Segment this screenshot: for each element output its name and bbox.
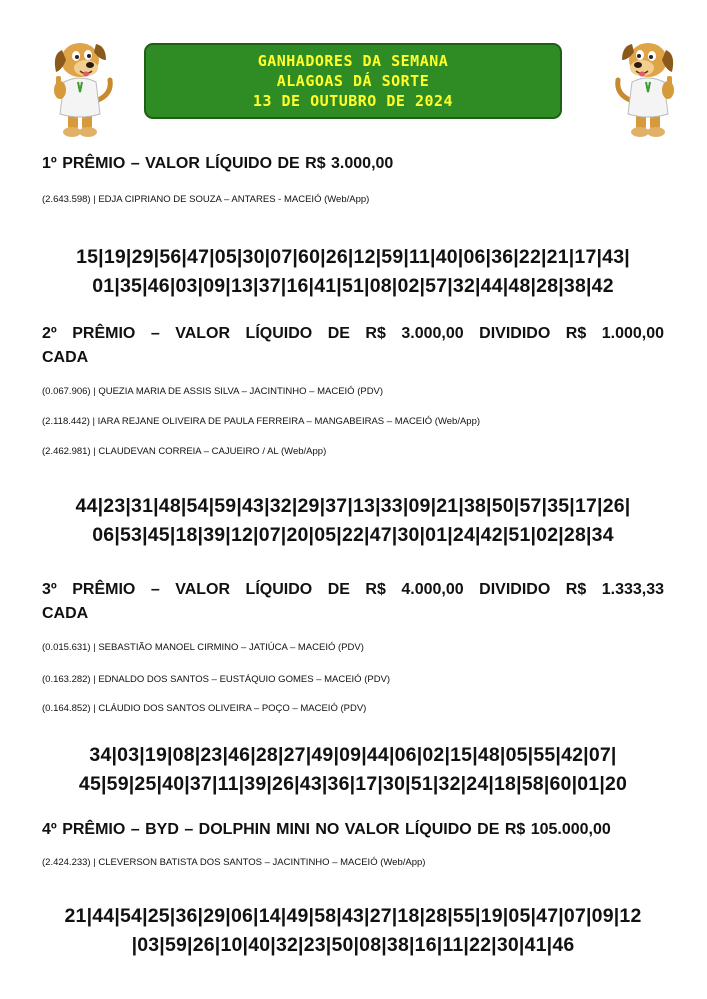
prize-3-numbers	[30, 741, 676, 799]
dog-mascot-icon	[612, 30, 682, 138]
banner-title: GANHADORES DA SEMANA	[257, 52, 449, 70]
prize-4-title: 4º PRÊMIO – BYD – DOLPHIN MINI NO VALOR LÍQUIDO DE R$ 105.000,00	[42, 821, 611, 838]
prize-3-heading	[42, 578, 664, 626]
prize-2-winner: (2.462.981) | CLAUDEVAN CORREIA – CAJUEIRO / AL (Web/App)	[42, 446, 327, 457]
dog-mascot-icon	[46, 30, 116, 138]
prize-2-title: 2º PRÊMIO – VALOR LÍQUIDO DE R$ 3.000,00 DIVIDIDO R$ 1.000,00	[42, 325, 664, 342]
prize-2-winner: (0.067.906) | QUEZIA MARIA DE ASSIS SILVA – JACINTINHO – MACEIÓ (PDV)	[42, 386, 384, 397]
numbers-line: 21|44|54|25|36|29|06|14|49|58|43|27|18|28|55|19|05|47|07|09|12	[64, 905, 642, 927]
banner-date: 13 DE OUTUBRO DE 2024	[252, 92, 454, 110]
prize-4-numbers	[30, 902, 676, 960]
numbers-line: 01|35|46|03|09|13|37|16|41|51|08|02|57|32|44|48|28|38|42	[92, 275, 614, 297]
prize-4-winner: (2.424.233) | CLEVERSON BATISTA DOS SANTOS – JACINTINHO – MACEIÓ (Web/App)	[42, 857, 426, 868]
prize-1-winner: (2.643.598) | EDJA CIPRIANO DE SOUZA – ANTARES - MACEIÓ (Web/App)	[42, 194, 370, 205]
numbers-line: 45|59|25|40|37|11|39|26|43|36|17|30|51|32|24|18|58|60|01|20	[78, 773, 628, 795]
banner-subtitle: ALAGOAS DÁ SORTE	[276, 72, 430, 90]
prize-1-numbers	[30, 243, 676, 301]
prize-2-title-cont: CADA	[42, 349, 89, 366]
numbers-line: 06|53|45|18|39|12|07|20|05|22|47|30|01|24|42|51|02|28|34	[92, 524, 614, 546]
prize-3-winner: (0.163.282) | EDNALDO DOS SANTOS – EUSTÁQUIO GOMES – MACEIÓ (PDV)	[42, 674, 391, 685]
prize-2-winner: (2.118.442) | IARA REJANE OLIVEIRA DE PAULA FERREIRA – MANGABEIRAS – MACEIÓ (Web/App)	[42, 416, 481, 427]
prize-3-title-cont: CADA	[42, 605, 89, 622]
prize-2-heading	[42, 322, 664, 370]
prize-3-title: 3º PRÊMIO – VALOR LÍQUIDO DE R$ 4.000,00 DIVIDIDO R$ 1.333,33	[42, 581, 664, 598]
numbers-line: |03|59|26|10|40|32|23|50|08|38|16|11|22|30|41|46	[131, 934, 575, 956]
prize-3-winner: (0.015.631) | SEBASTIÃO MANOEL CIRMINO – JATIÚCA – MACEIÓ (PDV)	[42, 642, 364, 653]
prize-4-heading	[42, 818, 664, 842]
prize-2-numbers	[30, 492, 676, 550]
prize-1-heading	[42, 152, 664, 176]
numbers-line: 44|23|31|48|54|59|43|32|29|37|13|33|09|21|38|50|57|35|17|26|	[75, 495, 631, 517]
numbers-line: 34|03|19|08|23|46|28|27|49|09|44|06|02|15|48|05|55|42|07|	[89, 744, 617, 766]
numbers-line: 15|19|29|56|47|05|30|07|60|26|12|59|11|40|06|36|22|21|17|43|	[76, 246, 630, 268]
prize-1-title: 1º PRÊMIO – VALOR LÍQUIDO DE R$ 3.000,00	[42, 155, 394, 172]
title-banner	[144, 43, 562, 119]
prize-3-winner: (0.164.852) | CLÁUDIO DOS SANTOS OLIVEIRA – POÇO – MACEIÓ (PDV)	[42, 703, 367, 714]
